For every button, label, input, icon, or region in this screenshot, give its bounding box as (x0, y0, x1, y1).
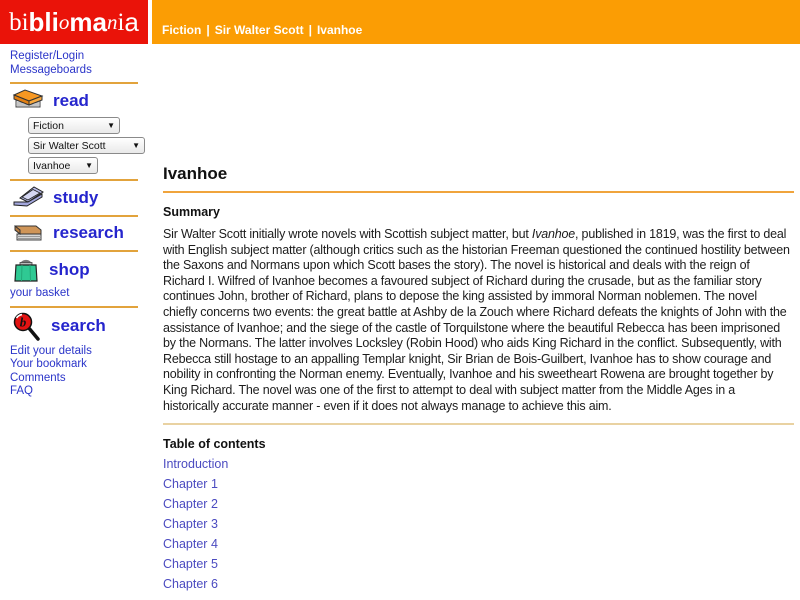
book-select-value: Ivanhoe (33, 159, 71, 172)
main-content (163, 44, 794, 591)
toc-link-chapter-6[interactable]: Chapter 6 (163, 577, 218, 592)
search-label: search (51, 316, 106, 335)
magnifier-icon (12, 312, 42, 341)
breadcrumb-bar (152, 0, 800, 44)
breadcrumb-item-book[interactable]: Ivanhoe (316, 23, 363, 37)
logo-text-part: i (117, 8, 125, 36)
category-select-value: Fiction (33, 119, 64, 132)
sidebar-divider (10, 306, 138, 308)
study-label: study (53, 187, 99, 207)
toc-link-chapter-4[interactable]: Chapter 4 (163, 537, 218, 552)
breadcrumb (162, 23, 362, 37)
chevron-down-icon: ▼ (132, 141, 140, 150)
breadcrumb-item-author[interactable]: Sir Walter Scott (214, 23, 304, 37)
laptop-icon (12, 185, 44, 210)
books-icon (12, 221, 44, 245)
breadcrumb-item-fiction[interactable]: Fiction (162, 23, 202, 37)
chevron-down-icon: ▼ (107, 121, 115, 130)
logo-text-part: ma (69, 7, 107, 37)
summary-paragraph (163, 227, 794, 414)
toc-heading: Table of contents (163, 437, 266, 452)
logo-text-part: bi (9, 8, 29, 36)
sidebar-item-read[interactable] (12, 88, 158, 113)
book-select[interactable] (28, 157, 98, 174)
author-select[interactable] (28, 137, 145, 154)
your-basket-link[interactable]: your basket (10, 287, 70, 299)
summary-heading: Summary (163, 205, 220, 219)
summary-text-before: Sir Walter Scott initially wrote novels with Scottish subject matter, but (163, 227, 532, 241)
sidebar-item-research[interactable] (12, 221, 158, 245)
logo-text-part: bli (28, 7, 59, 37)
sidebar (0, 44, 158, 399)
register-login-link[interactable]: Register/Login (10, 50, 85, 62)
shopping-bag-icon (12, 256, 40, 283)
faq-link[interactable]: FAQ (10, 385, 34, 397)
summary-text-after: , published in 1819, was the first to deal with English subject matter (although critics such as the historian Freeman questioned the continued hostility between the Saxons and Normans upon which Scott bases the story). The novel is historical and deals with the reign of Richard I. Wilfred of Ivanhoe becomes a favoured subject of Richard during the crusade, but as the familiar story continues John, brother of Richard, plans to depose the king assisted by immoral Norman noblemen. The novel chiefly concerns two events: the great battle at Ashby de la Zouch where Richard defeats the knights of John with the assistance of Ivanhoe; and the siege of the castle of Torquilstone where the beautiful Rebecca has been imprisoned by the Normans. The latter involves Locksley (Robin Hood) who aids King Richard in the conflict. Subsequently, with Rebecca still hostage to an appalling Templar knight, Sir Brian de Bois-Guilbert, Ivanhoe has to show courage and nobility in confronting the Norman enemy. Eventually, Ivanhoe and his sweetheart Rowena are brought together by King Richard. The novel was one of the first to attempt to deal with subject matter from the Middle Ages in a historically accurate manner - even if it does not always manage to achieve this aim. (163, 227, 790, 413)
sidebar-item-search[interactable] (12, 312, 158, 341)
category-select[interactable] (28, 117, 120, 134)
author-select-value: Sir Walter Scott (33, 139, 106, 152)
sidebar-divider (10, 82, 138, 84)
breadcrumb-separator: | (206, 23, 210, 37)
logo-text-part: a (124, 7, 139, 37)
toc-link-chapter-5[interactable]: Chapter 5 (163, 557, 218, 572)
book-icon (12, 88, 44, 113)
research-label: research (53, 223, 124, 242)
sidebar-divider (10, 215, 138, 217)
logo-text-part: n (106, 9, 118, 34)
read-label: read (53, 90, 89, 110)
summary-text-italic-title: Ivanhoe (531, 227, 576, 241)
title-divider (163, 191, 794, 193)
toc-link-chapter-2[interactable]: Chapter 2 (163, 497, 218, 512)
toc-link-chapter-3[interactable]: Chapter 3 (163, 517, 218, 532)
shop-label: shop (49, 259, 90, 279)
bibliomania-logo[interactable] (0, 0, 148, 44)
comments-link[interactable]: Comments (10, 371, 66, 384)
logo-text-part: o (58, 9, 70, 34)
toc-link-chapter-1[interactable]: Chapter 1 (163, 477, 218, 492)
toc-link-introduction[interactable]: Introduction (163, 457, 229, 472)
breadcrumb-separator: | (308, 23, 312, 37)
your-bookmark-link[interactable]: Your bookmark (10, 358, 87, 370)
sidebar-divider (10, 179, 138, 181)
chevron-down-icon: ▼ (85, 161, 93, 170)
table-of-contents (163, 437, 794, 591)
sidebar-item-study[interactable] (12, 185, 158, 210)
edit-your-details-link[interactable]: Edit your details (10, 344, 92, 357)
svg-text:b: b (19, 314, 27, 329)
toc-divider (163, 423, 794, 425)
page-title: Ivanhoe (163, 164, 228, 183)
sidebar-item-shop[interactable] (12, 256, 158, 283)
sidebar-divider (10, 250, 138, 252)
messageboards-link[interactable]: Messageboards (10, 63, 92, 76)
